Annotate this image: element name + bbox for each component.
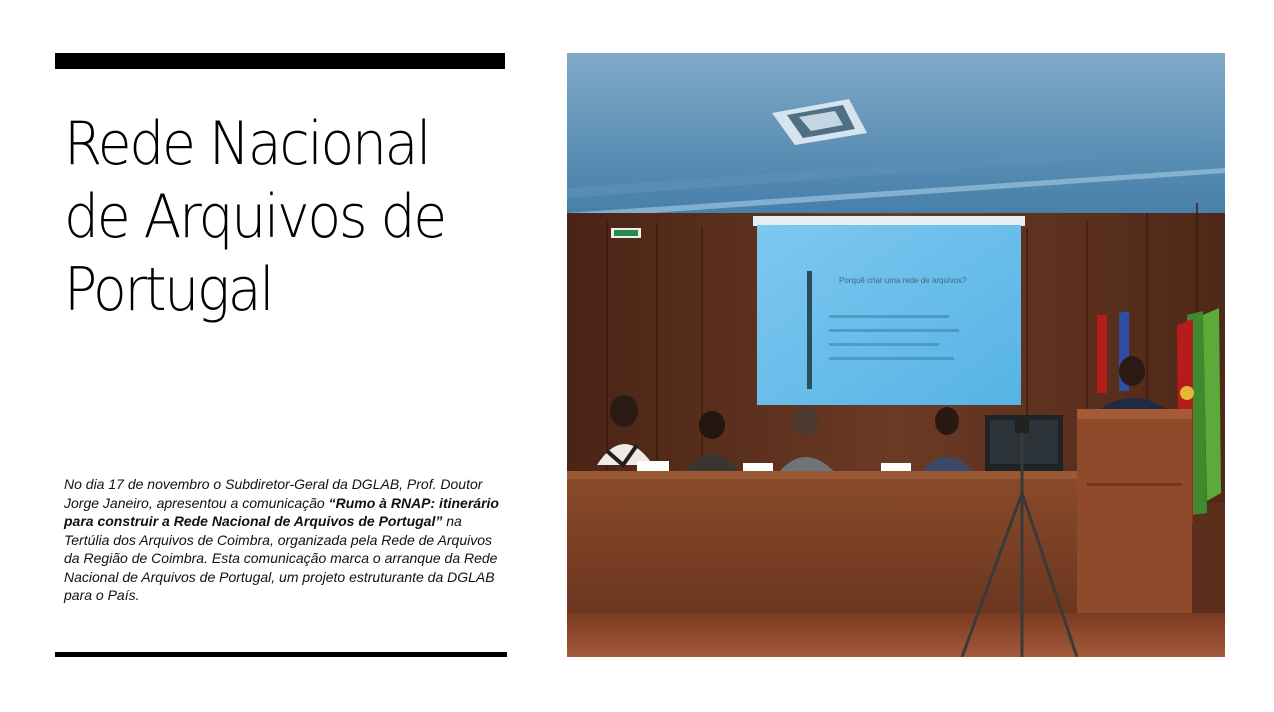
- slide-title: [64, 108, 469, 327]
- bottom-accent-bar: [55, 652, 507, 657]
- title-line-3: Portugal: [64, 255, 273, 325]
- title-line-1: Rede Nacional: [64, 109, 430, 179]
- paragraph-part-2: na Tertúlia dos Arquivos de Coimbra, organizada pela Rede de Arquivos da Região de Coimbra. Esta comunicação marca o arranque da Rede Nacional de Arquivos de Portugal, um projeto estruturante da DGLAB para o País.: [64, 513, 498, 603]
- slide-paragraph: [64, 475, 504, 605]
- title-line-2: de Arquivos de: [64, 182, 445, 252]
- paragraph-bold-title: “Rumo à RNAP: itinerário para construir a Rede Nacional de Arquivos de Portugal”: [64, 494, 499, 529]
- projected-slide-heading: Porquê criar uma rede de arquivos?: [839, 276, 967, 285]
- top-accent-bar: [55, 53, 505, 69]
- event-photo: [567, 53, 1225, 657]
- event-photo-illustration: [567, 53, 1225, 657]
- paragraph-part-1: No dia 17 de novembro o Subdiretor-Geral da DGLAB, Prof. Doutor Jorge Janeiro, apresentou a comunicação: [64, 476, 483, 511]
